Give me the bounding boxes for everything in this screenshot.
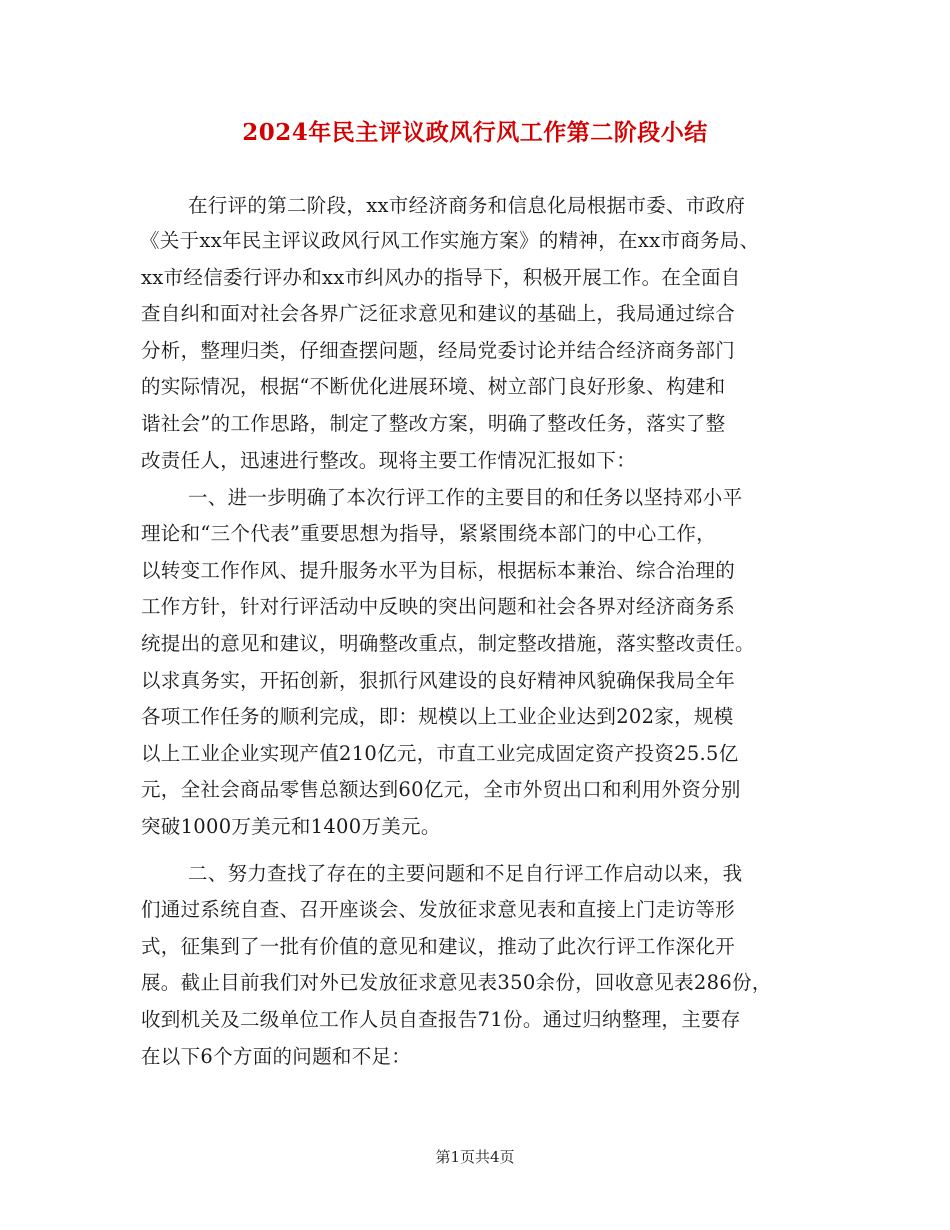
body-line: 以求真务实，开拓创新，狠抓行风建设的良好精神风貌确保我局全年 <box>141 669 736 692</box>
body-line: 工作方针，针对行评活动中反映的突出问题和社会各界对经济商务系 <box>141 595 736 618</box>
body-line: 分析，整理归类，仔细查摆问题，经局党委讨论并结合经济商务部门 <box>141 339 736 362</box>
body-line: 式，征集到了一批有价值的意见和建议，推动了此次行评工作深化开 <box>141 935 736 958</box>
body-line: 统提出的意见和建议，明确整改重点，制定整改措施，落实整改责任。 <box>141 632 755 655</box>
body-line: 在行评的第二阶段，xx市经济商务和信息化局根据市委、市政府 <box>188 194 746 217</box>
body-line: 以转变工作作风、提升服务水平为目标，根据标本兼治、综合治理的 <box>141 559 736 582</box>
body-line: 各项工作任务的顺利完成，即：规模以上工业企业达到202家，规模 <box>141 705 734 728</box>
body-line: 《关于xx年民主评议政风行风工作实施方案》的精神，在xx市商务局、 <box>140 229 760 252</box>
page-footer: 第1页共4页 <box>435 1148 515 1166</box>
body-line: 理论和“三个代表”重要思想为指导，紧紧围绕本部门的中心工作， <box>141 522 716 545</box>
body-line: 查自纠和面对社会各界广泛征求意见和建议的基础上，我局通过综合 <box>141 302 736 325</box>
body-line: 改责任人，迅速进行整改。现将主要工作情况汇报如下： <box>141 449 637 472</box>
body-line: 们通过系统自查、召开座谈会、发放征求意见表和直接上门走访等形 <box>141 898 736 921</box>
body-line: xx市经信委行评办和xx市纠风办的指导下，积极开展工作。在全面自 <box>141 266 741 289</box>
body-line: 以上工业企业实现产值210亿元，市直工业完成固定资产投资25.5亿 <box>141 742 739 765</box>
body-line: 谐社会”的工作思路，制定了整改方案，明确了整改任务，落实了整 <box>141 412 726 435</box>
body-line: 一、进一步明确了本次行评工作的主要目的和任务以坚持邓小平 <box>188 486 743 509</box>
body-line: 突破1000万美元和1400万美元。 <box>141 815 441 838</box>
body-line: 在以下6个方面的问题和不足： <box>141 1045 412 1068</box>
body-line: 二、努力查找了存在的主要问题和不足自行评工作启动以来，我 <box>188 862 743 885</box>
body-line: 元，全社会商品零售总额达到60亿元，全市外贸出口和利用外资分别 <box>141 778 741 801</box>
document-title: 2024年民主评议政风行风工作第二阶段小结 <box>242 119 708 146</box>
body-line: 收到机关及二级单位工作人员自查报告71份。通过归纳整理，主要存 <box>141 1008 741 1031</box>
body-line: 展。截止目前我们对外已发放征求意见表350余份，回收意见表286份， <box>141 971 772 994</box>
body-line: 的实际情况，根据“不断优化进展环境、树立部门良好形象、构建和 <box>141 375 726 398</box>
